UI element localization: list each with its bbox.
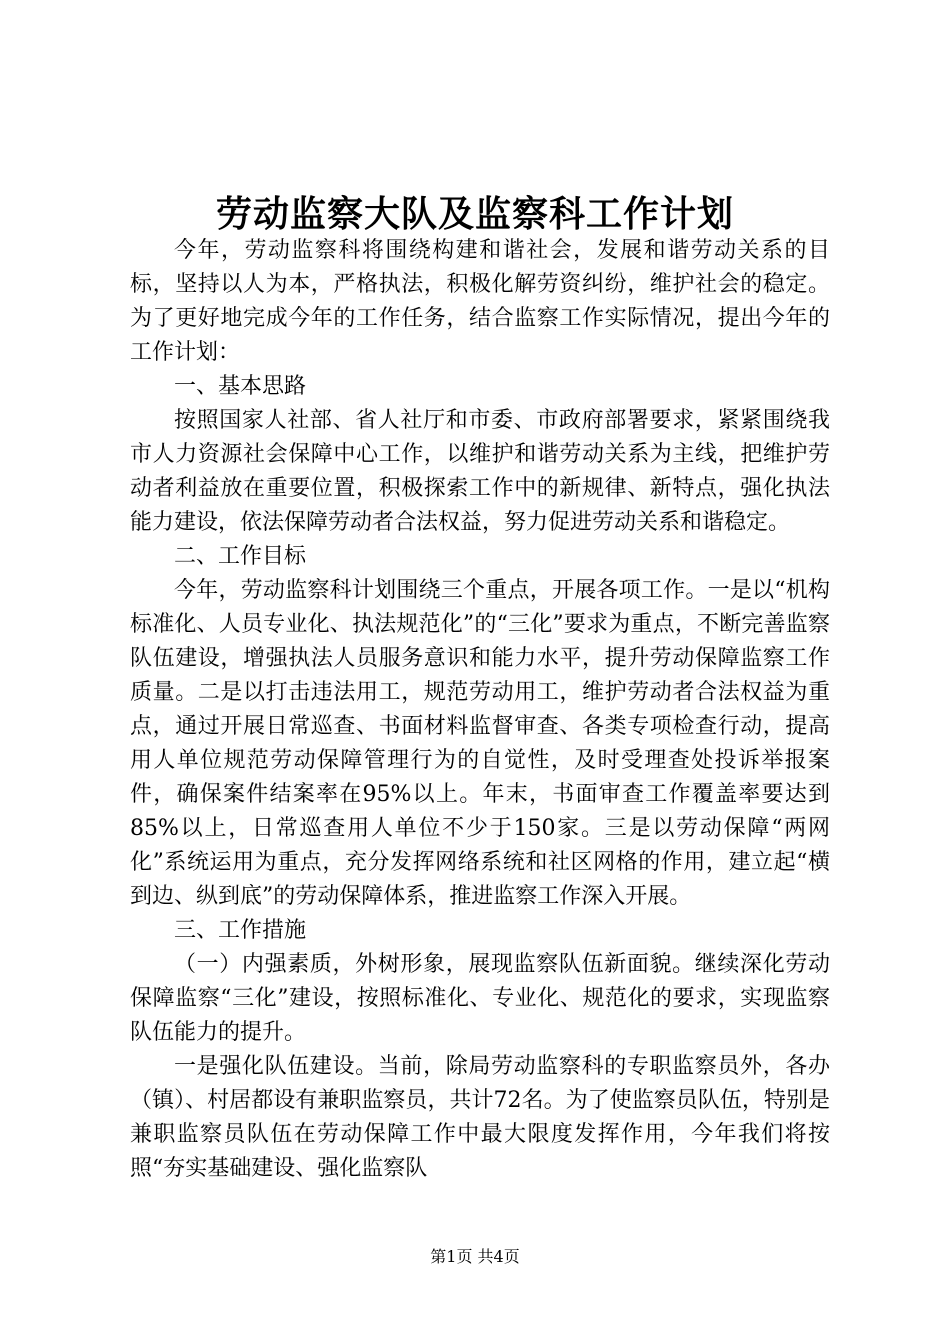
page-footer: 第1页 共4页 [430,1247,520,1266]
document-body [130,234,830,1186]
paragraph-basic-idea: 按照国家人社部、省人社厅和市委、市政府部署要求，紧紧围绕我市人力资源社会保障中心工作，以维护和谐劳动关系为主线，把维护劳动者利益放在重要位置，积极探索工作中的新规律、新特点，强化执法能力建设，依法保障劳动者合法权益，努力促进劳动关系和谐稳定。 [130,408,830,535]
paragraph-intro: 今年，劳动监察科将围绕构建和谐社会，发展和谐劳动关系的目标，坚持以人为本，严格执法，积极化解劳资纠纷，维护社会的稳定。为了更好地完成今年的工作任务，结合监察工作实际情况，提出今年的工作计划： [130,238,830,365]
paragraph-work-goals: 今年，劳动监察科计划围绕三个重点，开展各项工作。一是以“机构标准化、人员专业化、执法规范化”的“三化”要求为重点，不断完善监察队伍建设，增强执法人员服务意识和能力水平，提升劳动保障监察工作质量。二是以打击违法用工，规范劳动用工，维护劳动者合法权益为重点，通过开展日常巡查、书面材料监督审查、各类专项检查行动，提高用人单位规范劳动保障管理行为的自觉性，及时受理查处投诉举报案件，确保案件结案率在95%以上。年末，书面审查工作覆盖率要达到85%以上，日常巡查用人单位不少于150家。三是以劳动保障“两网化”系统运用为重点，充分发挥网络系统和社区网格的作用，建立起“横到边、纵到底”的劳动保障体系，推进监察工作深入开展。 [130,578,830,909]
section-heading-1: 一、基本思路 [174,374,307,399]
paragraph-measure-1: （一）内强素质，外树形象，展现监察队伍新面貌。继续深化劳动保障监察“三化”建设，按照标准化、专业化、规范化的要求，实现监察队伍能力的提升。 [130,952,830,1045]
section-heading-2: 二、工作目标 [174,544,307,569]
document-title: 劳动监察大队及监察科工作计划 [215,193,734,235]
section-heading-3: 三、工作措施 [174,918,307,943]
paragraph-team-building: 一是强化队伍建设。当前，除局劳动监察科的专职监察员外，各办（镇）、村居都设有兼职监察员，共计72名。为了使监察员队伍，特别是兼职监察员队伍在劳动保障工作中最大限度发挥作用，今年我们将按照“夯实基础建设、强化监察队 [130,1054,830,1181]
